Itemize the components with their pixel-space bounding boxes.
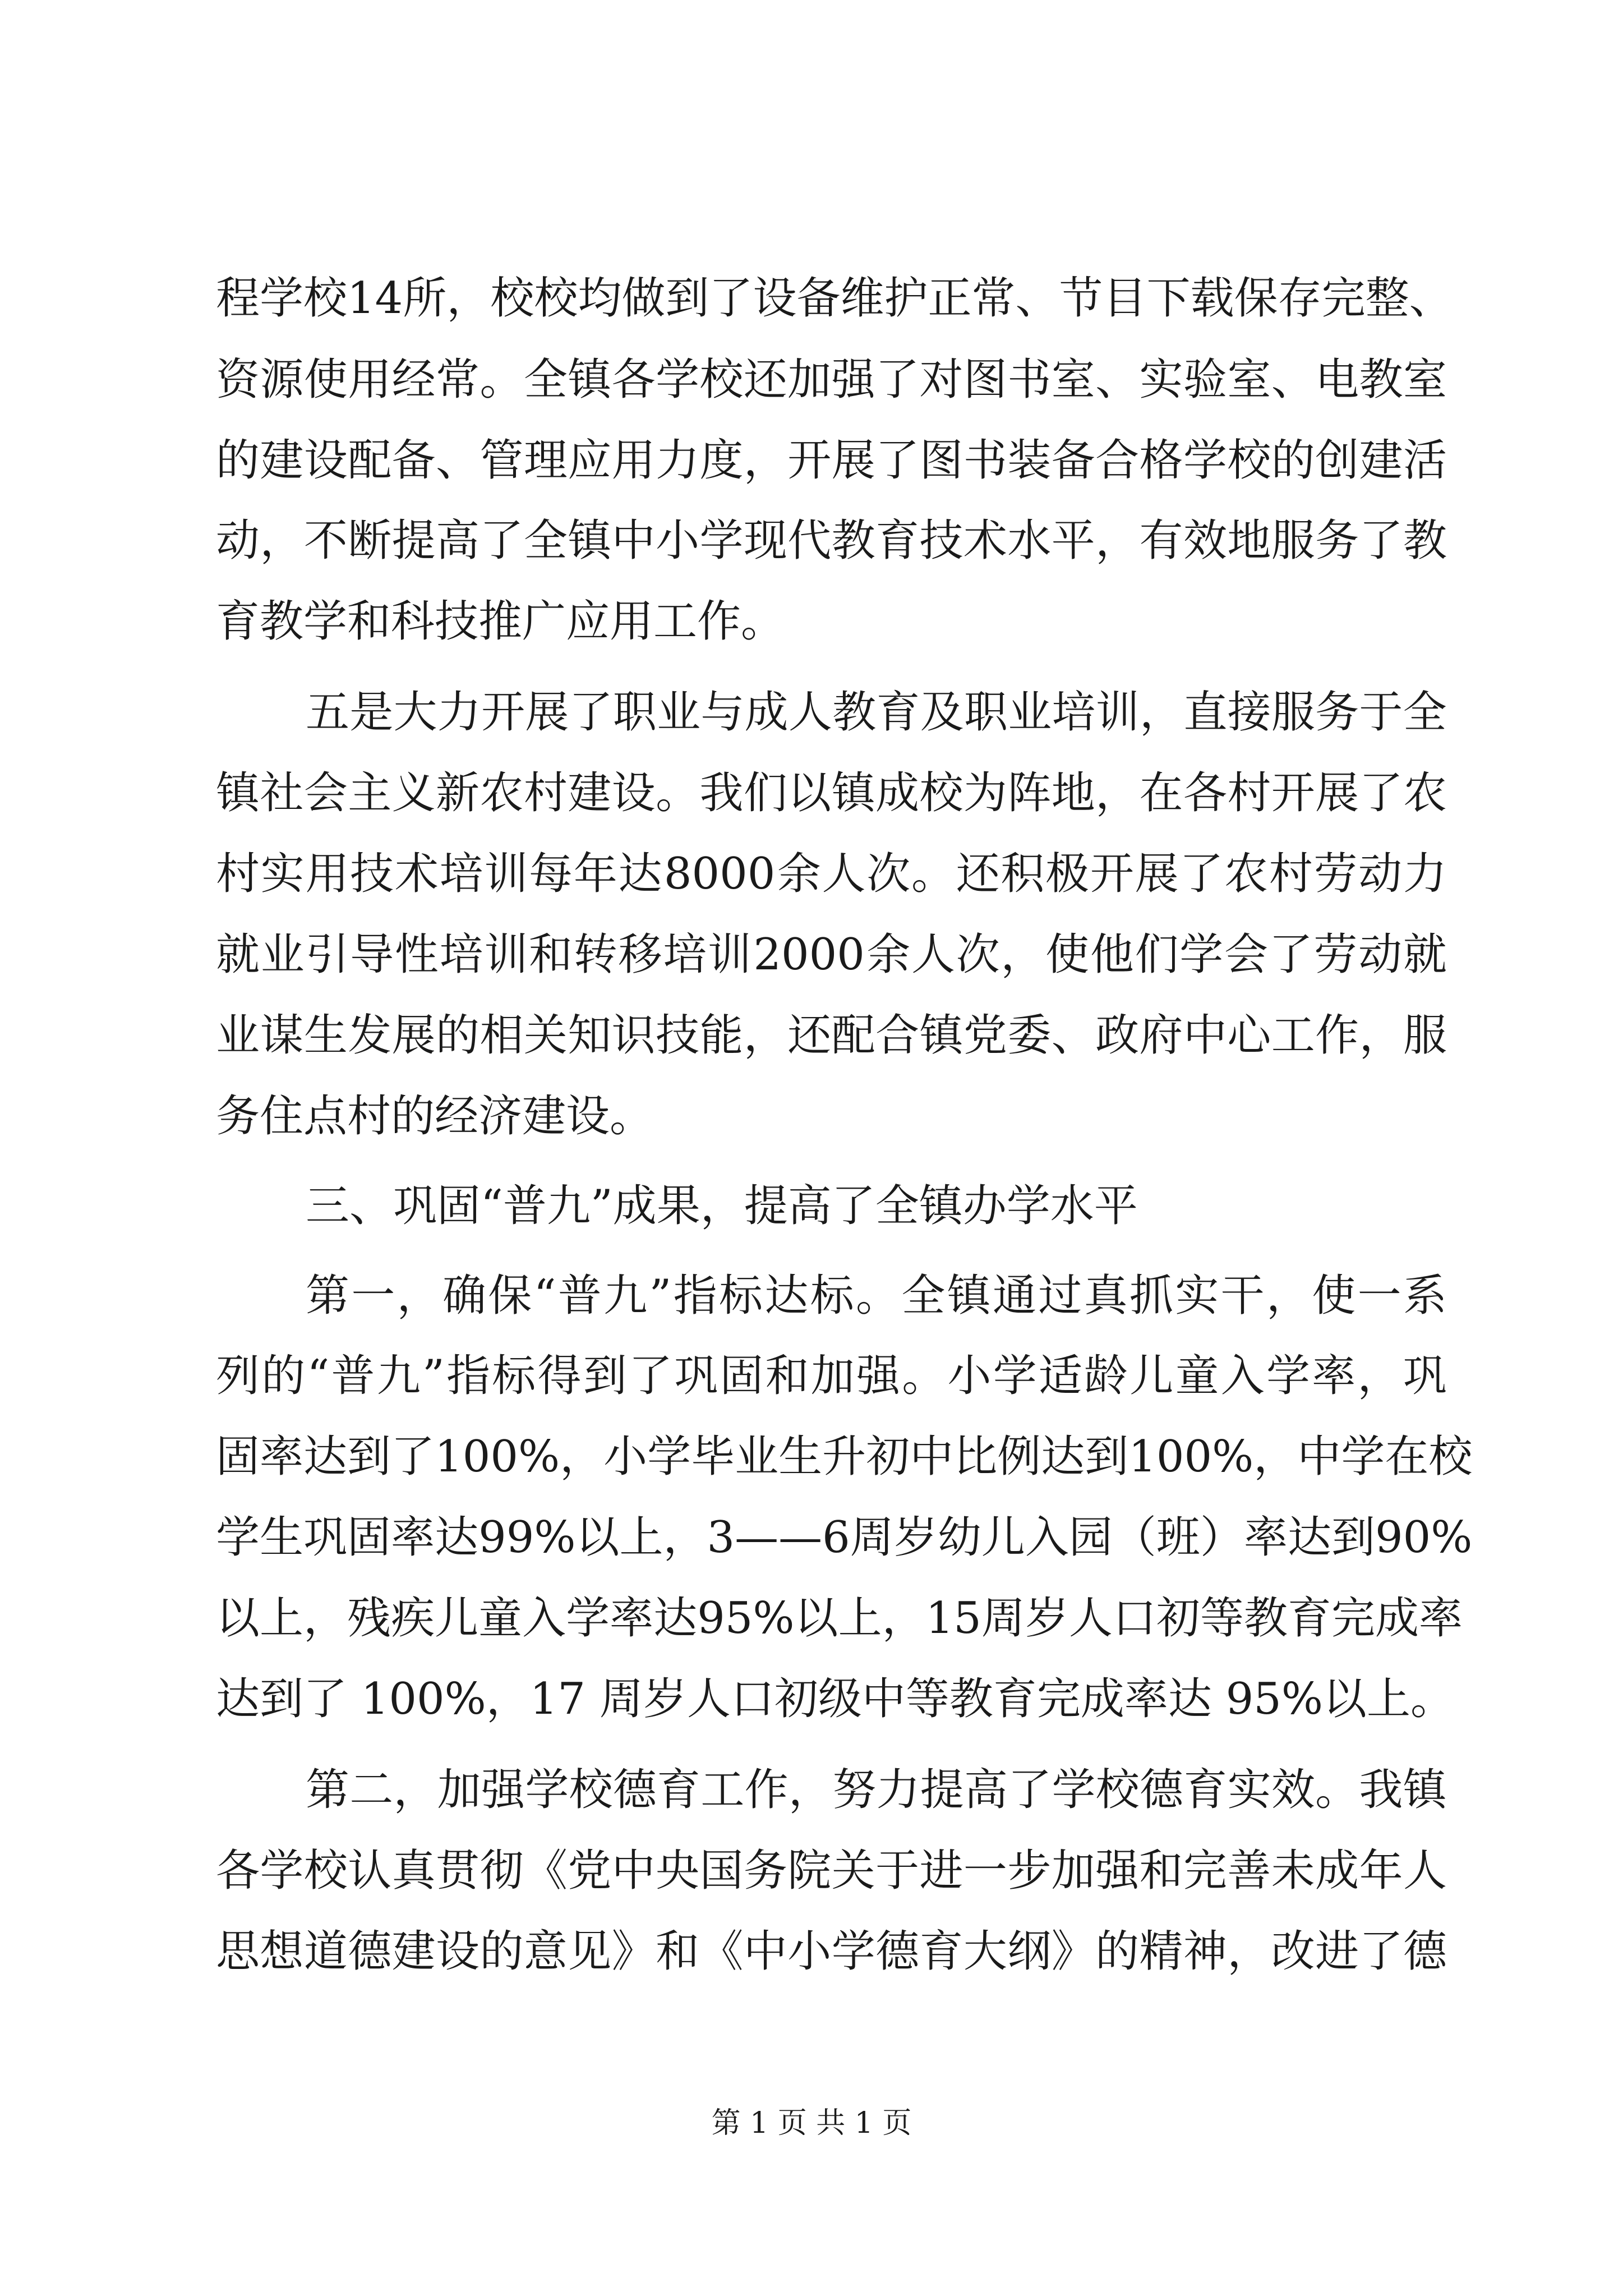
text-line: 思 想 道 德 建 设 的 意 见 》 和 《 中 小 学 德 育 大 纲 》 的 精 神 ， 改 进 了 德: [216, 1926, 1447, 1977]
paragraph-first-line: 第 一 ， 确 保 “ 普 九 ” 指 标 达 标 。 全 镇 通 过 真 抓 实 干 ， 使 一 系: [306, 1271, 1447, 1321]
text-line: 各 学 校 认 真 贯 彻 《 党 中 央 国 务 院 关 于 进 一 步 加 强 和 完 善 未 成 年 人: [216, 1846, 1447, 1896]
text-line: 业 谋 生 发 展 的 相 关 知 识 技 能 ， 还 配 合 镇 党 委 、 政 府 中 心 工 作 ， 服: [216, 1010, 1447, 1061]
text-line: 镇 社 会 主 义 新 农 村 建 设 。 我 们 以 镇 成 校 为 阵 地 ， 在 各 村 开 展 了 农: [216, 768, 1447, 818]
text-line: 程 学 校 14 所 ， 校 校 均 做 到 了 设 备 维 护 正 常 、 节 目 下 载 保 存 完 整 、: [216, 273, 1453, 324]
paragraph-first-line: 第 二 ， 加 强 学 校 德 育 工 作 ， 努 力 提 高 了 学 校 德 育 实 效 。 我 镇: [306, 1765, 1447, 1815]
text-line: 的 建 设 配 备 、 管 理 应 用 力 度 ， 开 展 了 图 书 装 备 合 格 学 校 的 创 建 活: [216, 435, 1447, 486]
text-line: 学 生 巩 固 率 达 99% 以 上 ， 3 — — 6 周 岁 幼 儿 入 园 （ 班 ） 率 达 到 90%: [216, 1512, 1473, 1563]
text-line: 列 的 “ 普 九 ” 指 标 得 到 了 巩 固 和 加 强 。 小 学 适 龄 儿 童 入 学 率 ， 巩: [216, 1351, 1447, 1401]
text-line: 资 源 使 用 经 常 。 全 镇 各 学 校 还 加 强 了 对 图 书 室 、 实 验 室 、 电 教 室: [216, 355, 1447, 405]
paragraph-first-line: 五 是 大 力 开 展 了 职 业 与 成 人 教 育 及 职 业 培 训 ， 直 接 服 务 于 全: [306, 687, 1447, 738]
text-line: 以 上 ， 残 疾 儿 童 入 学 率 达 95% 以 上 ， 15 周 岁 人 口 初 等 教 育 完 成 率: [216, 1593, 1463, 1644]
text-line: 固 率 达 到 了 100% ， 小 学 毕 业 生 升 初 中 比 例 达 到 100% ， 中 学 在 校: [216, 1432, 1473, 1482]
section-heading: 三、巩固“普九”成果，提高了全镇办学水平: [306, 1181, 1138, 1231]
text-line: 务住点村的经济建设。: [216, 1091, 654, 1142]
page-footer: 第 1 页 共 1 页: [711, 2106, 912, 2140]
text-line: 达到了 100%，17 周岁人口初级中等教育完成率达 95%以上。: [216, 1674, 1454, 1724]
text-line: 育教学和科技推广应用工作。: [216, 596, 785, 647]
text-line: 村 实 用 技 术 培 训 每 年 达 8000 余 人 次 。 还 积 极 开 展 了 农 村 劳 动 力: [216, 849, 1447, 899]
text-line: 就 业 引 导 性 培 训 和 转 移 培 训 2000 余 人 次 ， 使 他 们 学 会 了 劳 动 就: [216, 930, 1447, 980]
text-line: 动 ， 不 断 提 高 了 全 镇 中 小 学 现 代 教 育 技 术 水 平 ， 有 效 地 服 务 了 教: [216, 516, 1447, 566]
